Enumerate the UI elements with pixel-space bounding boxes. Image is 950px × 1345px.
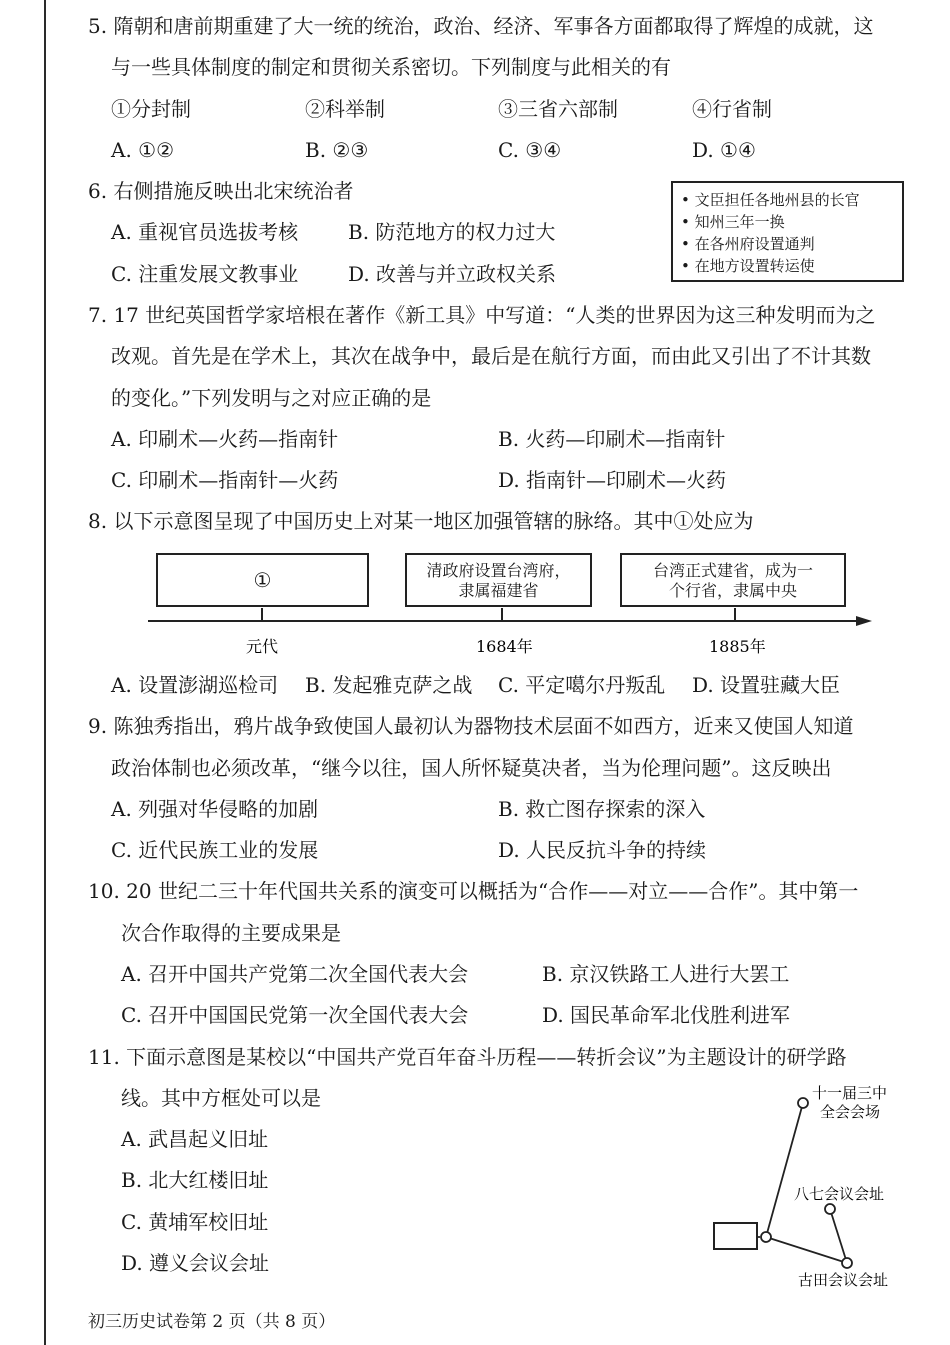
q6-stem: 6. 右侧措施反映出北宋统治者 (88, 179, 354, 203)
timeline-box-blank (156, 553, 369, 607)
q5-option-d: D. ①④ (692, 138, 756, 162)
route-segment (766, 1103, 803, 1237)
map-label-third-plenum-line2: 全会会场 (820, 1103, 881, 1121)
q7-option-a: A. 印刷术—火药—指南针 (111, 427, 339, 451)
q5-item: ③三省六部制 (498, 97, 618, 121)
q10-option-a: A. 召开中国共产党第二次全国代表大会 (121, 962, 469, 986)
q5-option-c: C. ③④ (498, 138, 562, 162)
page-footer: 初三历史试卷第 2 页（共 8 页） (88, 1312, 336, 1332)
q5-item: ①分封制 (111, 97, 191, 121)
timeline-box-1885 (620, 553, 846, 607)
q11-stem-line1: 11. 下面示意图是某校以“中国共产党百年奋斗历程——转折会议”为主题设计的研学路 (88, 1045, 847, 1069)
timeline-label-1684: 1684年 (476, 637, 533, 656)
q8-option-d: D. 设置驻藏大臣 (692, 673, 841, 697)
route-node-icon (761, 1232, 771, 1242)
q6-measure: • 在地方设置转运使 (681, 257, 815, 275)
timeline-box-1885-line2: 个行省，隶属中央 (668, 581, 797, 600)
q6-option-c: C. 注重发展文教事业 (111, 262, 299, 286)
q10-stem-line2: 次合作取得的主要成果是 (121, 921, 341, 945)
q11-option-c: C. 黄埔军校旧址 (121, 1210, 269, 1234)
q10-option-c: C. 召开中国国民党第一次全国代表大会 (121, 1003, 469, 1027)
q10-option-b: B. 京汉铁路工人进行大罢工 (542, 962, 790, 986)
route-node-icon (842, 1258, 852, 1268)
map-label-gutian: 古田会议会址 (798, 1271, 889, 1289)
timeline-label-yuan: 元代 (246, 637, 279, 656)
q9-option-a: A. 列强对华侵略的加剧 (111, 797, 319, 821)
timeline-box-1885-line1: 台湾正式建省，成为一 (652, 561, 813, 580)
q6-measure: • 知州三年一换 (681, 213, 785, 231)
route-node-icon (798, 1098, 808, 1108)
q11-stem-line2: 线。其中方框处可以是 (121, 1086, 321, 1110)
map-label-third-plenum-line1: 十一届三中 (812, 1084, 888, 1102)
timeline-blank-label: ① (253, 568, 272, 592)
q8-option-b: B. 发起雅克萨之战 (305, 673, 473, 697)
timeline-box-1684-line2: 隶属福建省 (458, 581, 539, 600)
q7-stem-line1: 7. 17 世纪英国哲学家培根在著作《新工具》中写道：“人类的世界因为这三种发明而为之 (88, 303, 876, 327)
q5-stem-line2: 与一些具体制度的制定和贯彻关系密切。下列制度与此相关的有 (111, 55, 671, 79)
timeline-axis (0, 600, 950, 660)
q5-option-a: A. ①② (111, 138, 175, 162)
q11-option-a: A. 武昌起义旧址 (121, 1127, 269, 1151)
q8-option-c: C. 平定噶尔丹叛乱 (498, 673, 666, 697)
route-blank-box (714, 1223, 757, 1249)
binding-margin-line (44, 0, 46, 1345)
q10-stem-line1: 10. 20 世纪二三十年代国共关系的演变可以概括为“合作——对立——合作”。其中第一 (88, 879, 859, 903)
q5-item: ④行省制 (692, 97, 772, 121)
q6-option-d: D. 改善与并立政权关系 (348, 262, 557, 286)
q5-stem-line1: 5. 隋朝和唐前期重建了大一统的统治，政治、经济、军事各方面都取得了辉煌的成就，这 (88, 14, 874, 38)
map-label-august7: 八七会议会址 (794, 1185, 885, 1203)
q6-option-b: B. 防范地方的权力过大 (348, 220, 556, 244)
q6-measures-box (671, 181, 904, 282)
route-node-icon (825, 1204, 835, 1214)
q7-option-d: D. 指南针—印刷术—火药 (498, 468, 727, 492)
q11-option-d: D. 遵义会议会址 (121, 1251, 270, 1275)
route-segment (830, 1209, 847, 1263)
route-segment (766, 1237, 847, 1263)
timeline-box-1684 (405, 553, 592, 607)
q7-option-c: C. 印刷术—指南针—火药 (111, 468, 339, 492)
q9-option-c: C. 近代民族工业的发展 (111, 838, 319, 862)
q11-option-b: B. 北大红楼旧址 (121, 1168, 269, 1192)
q6-measure: • 文臣担任各地州县的长官 (681, 191, 860, 209)
q6-measure: • 在各州府设置通判 (681, 235, 815, 253)
q8-option-a: A. 设置澎湖巡检司 (111, 673, 279, 697)
q7-stem-line3: 的变化。”下列发明与之对应正确的是 (111, 386, 432, 410)
timeline-box-1684-line1: 清政府设置台湾府， (426, 561, 571, 580)
q7-option-b: B. 火药—印刷术—指南针 (498, 427, 726, 451)
timeline-label-1885: 1885年 (709, 637, 766, 656)
q10-option-d: D. 国民革命军北伐胜利进军 (542, 1003, 791, 1027)
q9-stem-line2: 政治体制也必须改革，“继今以往，国人所怀疑莫决者，当为伦理问题”。这反映出 (111, 756, 832, 780)
q5-item: ②科举制 (305, 97, 385, 121)
q8-stem: 8. 以下示意图呈现了中国历史上对某一地区加强管辖的脉络。其中①处应为 (88, 509, 754, 533)
timeline-arrow-icon (856, 616, 872, 626)
q5-option-b: B. ②③ (305, 138, 369, 162)
q9-stem-line1: 9. 陈独秀指出，鸦片战争致使国人最初认为器物技术层面不如西方，近来又使国人知道 (88, 714, 854, 738)
q9-option-d: D. 人民反抗斗争的持续 (498, 838, 707, 862)
q11-route-map (700, 1075, 920, 1295)
q6-option-a: A. 重视官员选拔考核 (111, 220, 299, 244)
q9-option-b: B. 救亡图存探索的深入 (498, 797, 706, 821)
q7-stem-line2: 改观。首先是在学术上，其次在战争中，最后是在航行方面，而由此又引出了不计其数 (111, 344, 871, 368)
